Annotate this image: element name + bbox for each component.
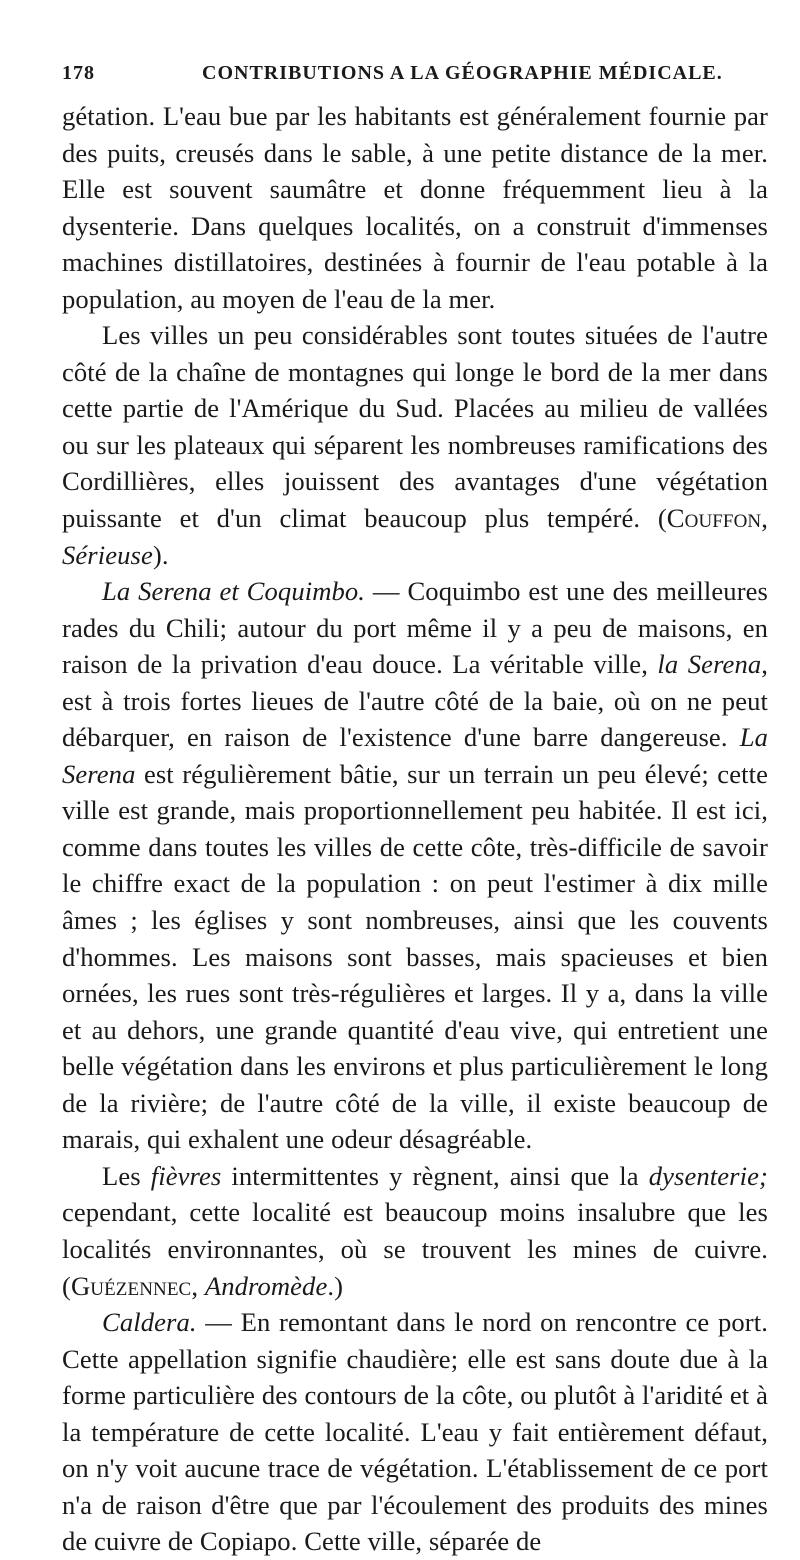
text-run: — En remontant dans le nord on rencontre ce port. Cette appellation signifie chaudière; elle est sans doute due à la forme particulière des contours de la côte, ou plutôt à l'aridité et à la température de cette localité. L'eau y fait entièrement défaut, on n'y voit aucune trace de végétation. L'établissement de ce port n'a de raison d'être que par l'écoulement des produits des mines de cuivre de Copiapo. Cette ville, séparée de xyxy=(62,1307,768,1557)
text-run: Sérieuse xyxy=(62,539,153,570)
text-run: .) xyxy=(327,1270,344,1301)
text-run: , est à trois fortes lieues de l'autre côté de la baie, où on ne peut débarquer, en raison de l'existence d'une barre dangereuse. xyxy=(62,649,768,753)
paragraph xyxy=(62,98,768,317)
running-header xyxy=(62,62,768,98)
page-number: 178 xyxy=(62,62,95,84)
text-run: cependant, cette localité est beaucoup moins insalubre que les localités environnantes, où se trouvent les mines de cuivre. ( xyxy=(62,1197,768,1301)
text-run: Andromède xyxy=(204,1270,328,1301)
text-run: Les villes un peu considérables sont toutes situées de l'autre côté de la chaîne de montagnes qui longe le bord de la mer dans cette partie de l'Amérique du Sud. Placées au milieu de vallées ou sur les plateaux qui séparent les nombreuses ramifications des Cordillières, elles jouissent des avantages d'une végétation puissante et d'un climat beaucoup plus tempéré. ( xyxy=(62,320,768,534)
text-run: la Serena xyxy=(657,649,762,680)
text-run: Caldera. xyxy=(102,1307,197,1338)
text-run: Les xyxy=(102,1160,151,1191)
text-run: La Serena et Coquimbo. xyxy=(102,576,366,607)
paragraph xyxy=(62,1158,768,1304)
text-run: Guézennec xyxy=(70,1270,192,1301)
text-run: gétation. L'eau bue par les habitants est généralement fournie par des puits, creusés dans le sable, à une petite distance de la mer. Elle est souvent saumâtre et donne fréquemment lieu à la dysenterie. Dans quelques localités, on a construit d'immenses machines distillatoires, destinées à fournir de l'eau potable à la population, au moyen de l'eau de la mer. xyxy=(62,101,768,314)
text-run: fièvres xyxy=(150,1160,222,1191)
text-run: dysenterie; xyxy=(648,1160,768,1191)
text-run: ). xyxy=(152,539,169,570)
text-run: , xyxy=(761,503,768,534)
text-run: La Serena xyxy=(62,722,768,789)
text-run: — Coquimbo est une des meilleures rades du Chili; autour du port même il y a peu de maisons, en raison de la privation d'eau douce. La véritable ville, xyxy=(62,576,768,680)
running-title: CONTRIBUTIONS A LA GÉOGRAPHIE MÉDICALE. xyxy=(202,62,723,84)
text-run: intermittentes y règnent, ainsi que la xyxy=(221,1160,649,1191)
text-run: , xyxy=(191,1270,205,1301)
paragraph xyxy=(62,573,768,1158)
text-run: est régulièrement bâtie, sur un terrain un peu élevé; cette ville est grande, mais proportionnellement peu habitée. Il est ici, comme dans toutes les villes de cette côte, très-difficile de savoir le chiffre exact de la population : on peut l'estimer à dix mille âmes ; les églises y sont nombreuses, ainsi que les couvents d'hommes. Les maisons sont basses, mais spacieuses et bien ornées, les rues sont très-régulières et larges. Il y a, dans la ville et au dehors, une grande quantité d'eau vive, qui entretient une belle végétation dans les environs et plus particulièrement le long de la rivière; de l'autre côté de la ville, il existe beaucoup de marais, qui exhalent une odeur désagréable. xyxy=(62,758,768,1155)
body-text xyxy=(62,98,768,1560)
text-run: Couffon xyxy=(666,503,762,534)
paragraph xyxy=(62,1304,768,1560)
paragraph xyxy=(62,317,768,573)
